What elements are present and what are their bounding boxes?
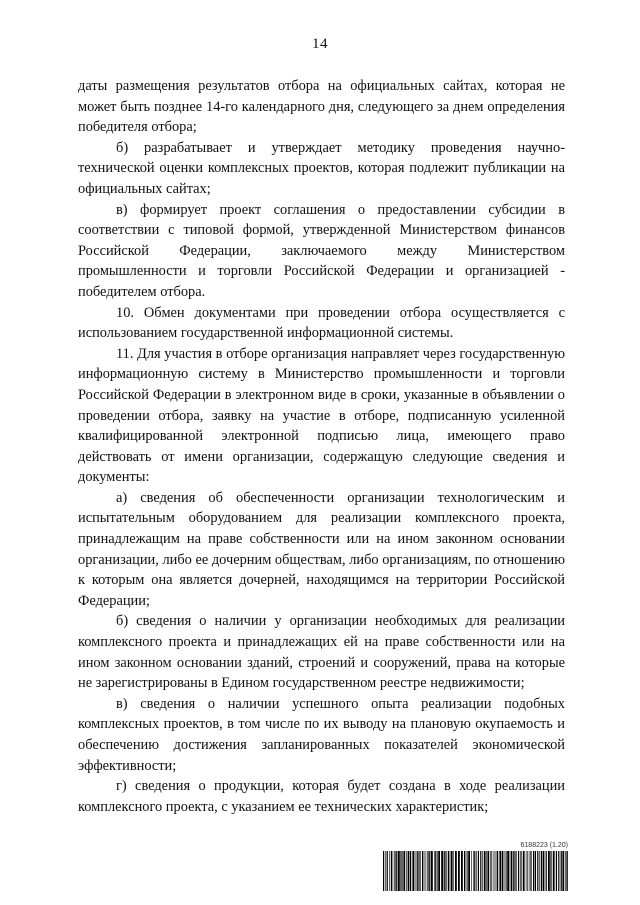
paragraph-subitem-a: а) сведения об обеспеченности организации технологическим и испытательным оборудованием для реализации комплексного проекта, принадлежащим на праве собственности или на ином законном основании организации, либо ее дочерним обществам, либо организациям, по отношению к которым она является дочерней, находящимся на территории Российской Федерации; <box>78 489 565 609</box>
paragraph-clause-11: 11. Для участия в отборе организация направляет через государственную информационную систему в Министерство промышленности и торговли Российской Федерации в электронном виде в сроки, указанные в объявлении о проведении отбора, заявку на участие в отборе, подписанную усиленной квалифицированной электронной подписью лица, имеющего право действовать от имени организации, содержащую следующие сведения и документы: <box>78 345 565 486</box>
page-number: 14 <box>312 36 328 52</box>
barcode-icon <box>383 851 568 891</box>
paragraph-item-v: в) формирует проект соглашения о предоставлении субсидии в соответствии с типовой формой, утвержденной Министерством финансов Российской Федерации, заключаемого между Министерством промышленности и торговли Российской Федерации и организацией - победителем отбора. <box>78 201 565 300</box>
paragraph-subitem-b: б) сведения о наличии у организации необходимых для реализации комплексного проекта и принадлежащих ей на праве собственности или на ином законном основании зданий, строений и сооружений, права на которые не зарегистрированы в Едином государственном реестре недвижимости; <box>78 613 565 692</box>
document-barcode <box>383 842 568 892</box>
document-body <box>78 76 565 817</box>
paragraph-continuation: даты размещения результатов отбора на официальных сайтах, которая не может быть позднее 14-го календарного дня, следующего за днем определения победителя отбора; <box>78 78 565 136</box>
paragraph-clause-10: 10. Обмен документами при проведении отбора осуществляется с использованием государственной информационной системы. <box>78 304 565 342</box>
paragraph-subitem-g: г) сведения о продукции, которая будет создана в ходе реализации комплексного проекта, с указанием ее технических характеристик; <box>78 778 565 815</box>
barcode-code: 6188223 (1.20) <box>520 842 568 849</box>
paragraph-item-b: б) разрабатывает и утверждает методику проведения научно-технической оценки комплексных проектов, которая подлежит публикации на официальных сайтах; <box>78 139 565 197</box>
paragraph-subitem-v: в) сведения о наличии успешного опыта реализации подобных комплексных проектов, в том числе по их выводу на плановую окупаемость и обеспечению достижения запланированных показателей экономической эффективности; <box>78 695 565 774</box>
